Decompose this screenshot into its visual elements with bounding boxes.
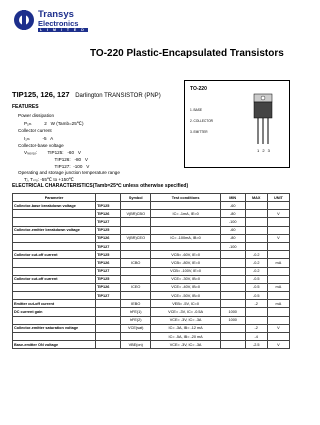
- feature-line: Tⱼ, Tₛₜₒ: -55℃ to +150℃: [24, 177, 74, 182]
- table-cell: -0.2: [245, 267, 267, 275]
- table-cell: IC= -3A, IB= -12 mA: [151, 324, 220, 332]
- to220-package-icon: [248, 92, 284, 154]
- table-cell: -100: [220, 242, 245, 250]
- table-row: [13, 267, 290, 275]
- part-numbers: TIP125, 126, 127: [12, 90, 70, 99]
- table-cell: TIP127: [96, 218, 121, 226]
- table-cell: TIP127: [96, 267, 121, 275]
- feature-line: I₁ₘ -5 A: [24, 136, 54, 141]
- table-cell: [245, 226, 267, 234]
- table-cell: [220, 251, 245, 259]
- table-cell: VCE= -3V, IC= -0.5A: [151, 308, 220, 316]
- table-cell: [13, 283, 96, 291]
- table-cell: Collector cut-off current: [13, 275, 96, 283]
- table-cell: VEB= -5V, IC=0: [151, 300, 220, 308]
- table-cell: [267, 333, 289, 341]
- pin-label: 1. BASE: [190, 108, 203, 112]
- table-cell: -60: [220, 202, 245, 210]
- table-cell: [13, 267, 96, 275]
- table-cell: VCE= -3V, IC= -3A: [151, 341, 220, 349]
- table-cell: VBE(on): [121, 341, 151, 349]
- table-cell: [245, 210, 267, 218]
- table-cell: [267, 202, 289, 210]
- table-cell: [13, 242, 96, 250]
- table-row: [13, 292, 290, 300]
- table-cell: [96, 316, 121, 324]
- table-row: [13, 259, 290, 267]
- table-header-cell: [96, 194, 121, 202]
- package-title: TO-220: [190, 86, 207, 92]
- table-cell: -60: [220, 226, 245, 234]
- table-cell: [267, 316, 289, 324]
- table-cell: VCB= -100V, IE=0: [151, 267, 220, 275]
- table-row: [13, 242, 290, 250]
- table-cell: [220, 300, 245, 308]
- table-cell: [220, 341, 245, 349]
- table-row: [13, 234, 290, 242]
- table-cell: TIP125: [96, 251, 121, 259]
- table-cell: [96, 333, 121, 341]
- table-cell: [121, 226, 151, 234]
- table-row: [13, 218, 290, 226]
- table-cell: [13, 218, 96, 226]
- table-row: [13, 300, 290, 308]
- electrical-heading: ELECTRICAL CHARACTERISTICS(Tamb=25℃ unless otherwise specified): [12, 183, 189, 189]
- table-cell: -0.2: [245, 259, 267, 267]
- table-cell: [245, 234, 267, 242]
- pin-numbers: 1 2 3: [257, 148, 271, 153]
- table-cell: [220, 259, 245, 267]
- table-cell: [151, 242, 220, 250]
- table-header-row: [13, 194, 290, 202]
- table-cell: V(BR)CBO: [121, 210, 151, 218]
- table-cell: mA: [267, 283, 289, 291]
- table-cell: VCE= -3V, IC= -3A: [151, 316, 220, 324]
- table-cell: [267, 275, 289, 283]
- characteristics-table: [12, 193, 290, 349]
- table-cell: [121, 242, 151, 250]
- table-cell: [267, 267, 289, 275]
- table-cell: IEBO: [121, 300, 151, 308]
- table-cell: [13, 210, 96, 218]
- table-header-cell: Test conditions: [151, 194, 220, 202]
- table-cell: Collector cut-off current: [13, 251, 96, 259]
- table-row: [13, 251, 290, 259]
- table-cell: TIP125: [96, 226, 121, 234]
- table-cell: VCB= -60V, IE=0: [151, 251, 220, 259]
- table-header-cell: MAX: [245, 194, 267, 202]
- table-cell: DC current gain: [13, 308, 96, 316]
- part-description: Darlington TRANSISTOR (PNP): [75, 93, 161, 99]
- table-row: [13, 341, 290, 349]
- table-cell: Collector-base breakdown voltage: [13, 202, 96, 210]
- table-cell: Collector-emitter breakdown voltage: [13, 226, 96, 234]
- table-cell: mA: [267, 300, 289, 308]
- table-row: [13, 333, 290, 341]
- table-cell: VCE= -50V, IB=0: [151, 292, 220, 300]
- table-cell: [13, 316, 96, 324]
- table-cell: TIP127: [96, 242, 121, 250]
- table-cell: TIP126: [96, 234, 121, 242]
- table-cell: -0.5: [245, 275, 267, 283]
- table-cell: -2: [245, 300, 267, 308]
- table-cell: [220, 292, 245, 300]
- table-cell: [151, 226, 220, 234]
- table-cell: IC= -100mA, IB=0: [151, 234, 220, 242]
- table-cell: [267, 251, 289, 259]
- table-row: [13, 324, 290, 332]
- part-heading: [12, 90, 161, 99]
- table-cell: [121, 218, 151, 226]
- page-title: TO-220 Plastic-Encapsulated Transistors: [90, 48, 284, 59]
- table-cell: [220, 324, 245, 332]
- table-row: [13, 226, 290, 234]
- table-cell: 1000: [220, 316, 245, 324]
- feature-line: Collector current: [18, 128, 52, 133]
- table-row: [13, 308, 290, 316]
- table-cell: [245, 308, 267, 316]
- brand-name: Transys: [38, 9, 74, 20]
- table-cell: IC= -5A, IB= -20 mA: [151, 333, 220, 341]
- table-cell: [13, 333, 96, 341]
- table-cell: [267, 218, 289, 226]
- brand-line3: L I M I T E D: [40, 28, 86, 32]
- table-cell: IC= -1mA, IE=0: [151, 210, 220, 218]
- table-cell: -4: [245, 333, 267, 341]
- table-cell: [96, 341, 121, 349]
- table-cell: [267, 226, 289, 234]
- table-cell: hFE(2): [121, 316, 151, 324]
- table-cell: VCB= -80V, IE=0: [151, 259, 220, 267]
- table-cell: 1000: [220, 308, 245, 316]
- table-cell: -100: [220, 218, 245, 226]
- table-cell: V: [267, 210, 289, 218]
- table-cell: [13, 234, 96, 242]
- table-cell: [121, 251, 151, 259]
- table-cell: [96, 308, 121, 316]
- table-cell: [220, 333, 245, 341]
- table-cell: VCE= -30V, IB=0: [151, 275, 220, 283]
- table-cell: ICBO: [121, 259, 151, 267]
- table-cell: TIP125: [96, 202, 121, 210]
- table-header-cell: Parameter: [13, 194, 96, 202]
- table-cell: [121, 275, 151, 283]
- table-cell: mA: [267, 259, 289, 267]
- table-cell: TIP126: [96, 259, 121, 267]
- feature-line: TIP126: -80 V: [24, 157, 88, 162]
- table-cell: TIP126: [96, 283, 121, 291]
- table-row: [13, 316, 290, 324]
- table-cell: [13, 259, 96, 267]
- table-cell: [245, 242, 267, 250]
- table-cell: Collector-emitter saturation voltage: [13, 324, 96, 332]
- table-cell: [220, 283, 245, 291]
- table-cell: [267, 308, 289, 316]
- table-cell: TIP127: [96, 292, 121, 300]
- table-cell: [121, 333, 151, 341]
- table-cell: [121, 292, 151, 300]
- table-cell: -2: [245, 324, 267, 332]
- table-cell: TIP126: [96, 210, 121, 218]
- pin-label: 2. COLLECTOR: [190, 119, 213, 123]
- table-cell: [220, 267, 245, 275]
- table-cell: -0.2: [245, 251, 267, 259]
- table-cell: -0.5: [245, 292, 267, 300]
- table-row: [13, 210, 290, 218]
- feature-line: V₍ₑₒ₎₁ₒ: TIP125: -60 V: [24, 150, 81, 155]
- table-cell: [151, 218, 220, 226]
- table-cell: [245, 202, 267, 210]
- table-row: [13, 275, 290, 283]
- feature-line: Power dissipation: [18, 113, 55, 118]
- table-cell: -80: [220, 234, 245, 242]
- table-cell: [151, 202, 220, 210]
- table-cell: [245, 218, 267, 226]
- table-cell: V: [267, 234, 289, 242]
- table-cell: -80: [220, 210, 245, 218]
- table-cell: [267, 292, 289, 300]
- features-heading: FEATURES: [12, 104, 39, 110]
- table-cell: ICEO: [121, 283, 151, 291]
- pin-label: 3. EMITTER: [190, 130, 208, 134]
- table-cell: [13, 292, 96, 300]
- table-cell: -0.5: [245, 283, 267, 291]
- table-cell: [267, 242, 289, 250]
- table-cell: [96, 324, 121, 332]
- table-cell: V: [267, 341, 289, 349]
- brand-line2: Electronics: [38, 19, 79, 28]
- table-row: [13, 283, 290, 291]
- table-cell: V: [267, 324, 289, 332]
- feature-line: P₁ₘ 2 W (Tamb=25℃): [24, 121, 84, 126]
- table-header-cell: MIN: [220, 194, 245, 202]
- table-header-cell: Symbol: [121, 194, 151, 202]
- table-row: [13, 202, 290, 210]
- table-cell: [96, 300, 121, 308]
- table-header-cell: UNIT: [267, 194, 289, 202]
- table-cell: Base-emitter ON voltage: [13, 341, 96, 349]
- feature-line: Operating and storage junction temperature range: [18, 170, 120, 175]
- table-cell: VCE= -40V, IB=0: [151, 283, 220, 291]
- feature-line: TIP127: -100 V: [24, 164, 90, 169]
- brand-logo-icon: [14, 10, 34, 30]
- table-cell: hFE(1): [121, 308, 151, 316]
- table-cell: Emitter cut-off current: [13, 300, 96, 308]
- table-cell: -2.5: [245, 341, 267, 349]
- table-cell: [121, 202, 151, 210]
- table-cell: [121, 267, 151, 275]
- table-cell: [220, 275, 245, 283]
- table-cell: TIP125: [96, 275, 121, 283]
- table-cell: [245, 316, 267, 324]
- table-cell: VCE(sat): [121, 324, 151, 332]
- table-cell: V(BR)CEO: [121, 234, 151, 242]
- feature-line: Collector-base voltage: [18, 143, 64, 148]
